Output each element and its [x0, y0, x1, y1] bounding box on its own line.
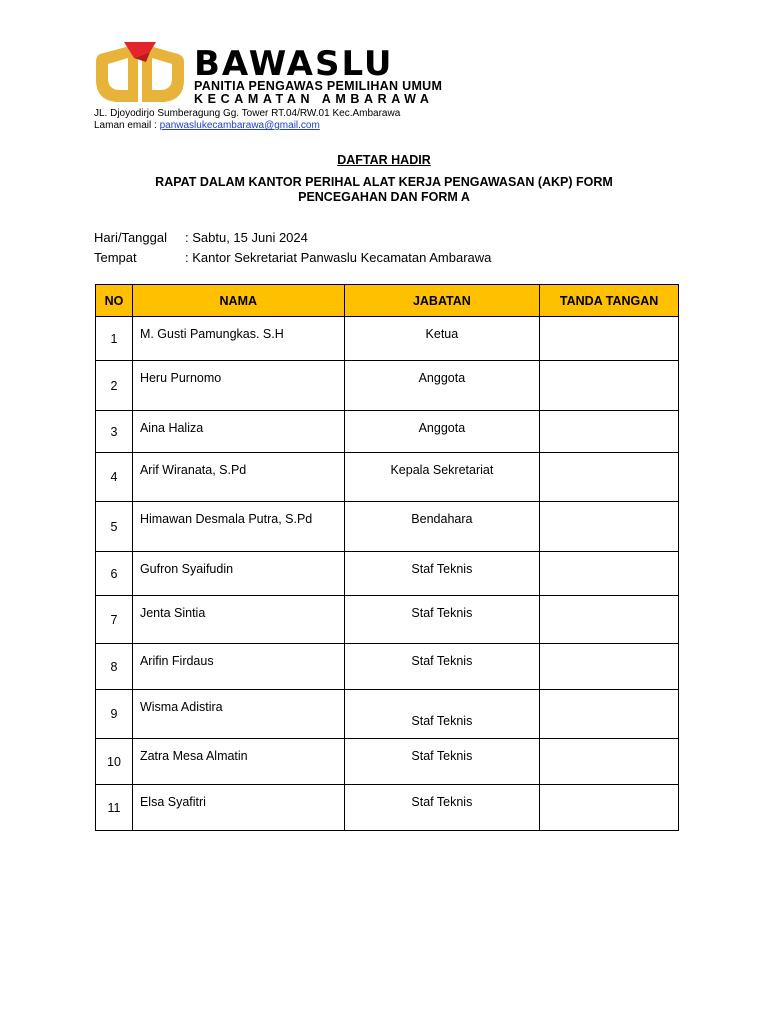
row-name: Heru Purnomo	[132, 361, 344, 411]
address-line: JL. Djoyodirjo Sumberagung Gg. Tower RT.04/RW.01 Kec.Ambarawa	[94, 108, 401, 119]
table-row	[96, 690, 679, 739]
subtitle-line-2: PENCEGAHAN DAN FORM A	[298, 190, 470, 204]
row-name: Elsa Syafitri	[132, 785, 344, 831]
column-header-nama: NAMA	[132, 285, 344, 317]
signature-cell[interactable]	[540, 317, 679, 361]
row-name: M. Gusti Pamungkas. S.H	[132, 317, 344, 361]
document-subtitle	[110, 175, 658, 205]
row-position: Kepala Sekretariat	[344, 453, 540, 502]
row-number: 11	[96, 785, 133, 831]
signature-cell[interactable]	[540, 739, 679, 785]
column-header-no: NO	[96, 285, 133, 317]
row-name: Gufron Syaifudin	[132, 552, 344, 596]
table-row	[96, 644, 679, 690]
brand-subtitle: PANITIA PENGAWAS PEMILIHAN UMUM	[194, 79, 443, 93]
row-number: 7	[96, 596, 133, 644]
row-name: Wisma Adistira	[132, 690, 344, 739]
row-name: Zatra Mesa Almatin	[132, 739, 344, 785]
attendance-table	[95, 284, 679, 831]
row-name: Arifin Firdaus	[132, 644, 344, 690]
row-number: 9	[96, 690, 133, 739]
row-position: Anggota	[344, 411, 540, 453]
row-name: Jenta Sintia	[132, 596, 344, 644]
signature-cell[interactable]	[540, 644, 679, 690]
email-label: Laman email :	[94, 120, 160, 131]
date-row	[94, 230, 308, 245]
table-row	[96, 317, 679, 361]
subtitle-line-1: RAPAT DALAM KANTOR PERIHAL ALAT KERJA PENGAWASAN (AKP) FORM	[155, 175, 613, 189]
table-row	[96, 411, 679, 453]
row-number: 8	[96, 644, 133, 690]
row-number: 5	[96, 502, 133, 552]
row-position: Ketua	[344, 317, 540, 361]
signature-cell[interactable]	[540, 785, 679, 831]
signature-cell[interactable]	[540, 596, 679, 644]
row-position: Staf Teknis	[344, 552, 540, 596]
date-label: Hari/Tanggal	[94, 230, 167, 245]
row-name: Arif Wiranata, S.Pd	[132, 453, 344, 502]
row-position: Staf Teknis	[344, 690, 540, 739]
email-line	[94, 120, 400, 132]
row-position: Staf Teknis	[344, 739, 540, 785]
table-row	[96, 739, 679, 785]
signature-cell[interactable]	[540, 453, 679, 502]
document-title: DAFTAR HADIR	[337, 153, 431, 167]
signature-cell[interactable]	[540, 411, 679, 453]
brand-name: BAWASLU	[194, 44, 394, 84]
place-row	[94, 250, 491, 265]
column-header-jabatan: JABATAN	[344, 285, 540, 317]
table-row	[96, 596, 679, 644]
row-name: Himawan Desmala Putra, S.Pd	[132, 502, 344, 552]
table-header-row	[96, 285, 679, 317]
row-position: Anggota	[344, 361, 540, 411]
row-number: 2	[96, 361, 133, 411]
table-row	[96, 361, 679, 411]
signature-cell[interactable]	[540, 690, 679, 739]
row-number: 3	[96, 411, 133, 453]
email-link[interactable]: panwaslukecambarawa@gmail.com	[159, 120, 320, 131]
table-row	[96, 785, 679, 831]
place-value: : Kantor Sekretariat Panwaslu Kecamatan Ambarawa	[185, 250, 492, 265]
row-name: Aina Haliza	[132, 411, 344, 453]
row-position: Bendahara	[344, 502, 540, 552]
signature-cell[interactable]	[540, 361, 679, 411]
row-number: 6	[96, 552, 133, 596]
table-row	[96, 453, 679, 502]
address-block	[94, 108, 400, 132]
brand-district: KECAMATAN AMBARAWA	[194, 92, 434, 106]
row-number: 4	[96, 453, 133, 502]
row-position: Staf Teknis	[344, 785, 540, 831]
row-number: 1	[96, 317, 133, 361]
signature-cell[interactable]	[540, 552, 679, 596]
signature-cell[interactable]	[540, 502, 679, 552]
row-position: Staf Teknis	[344, 644, 540, 690]
row-position: Staf Teknis	[344, 596, 540, 644]
letterhead	[94, 40, 694, 104]
place-label: Tempat	[94, 250, 137, 265]
table-row	[96, 552, 679, 596]
bawaslu-logo-icon	[94, 40, 186, 104]
table-row	[96, 502, 679, 552]
date-value: : Sabtu, 15 Juni 2024	[185, 230, 308, 245]
column-header-tanda-tangan: TANDA TANGAN	[540, 285, 679, 317]
row-number: 10	[96, 739, 133, 785]
